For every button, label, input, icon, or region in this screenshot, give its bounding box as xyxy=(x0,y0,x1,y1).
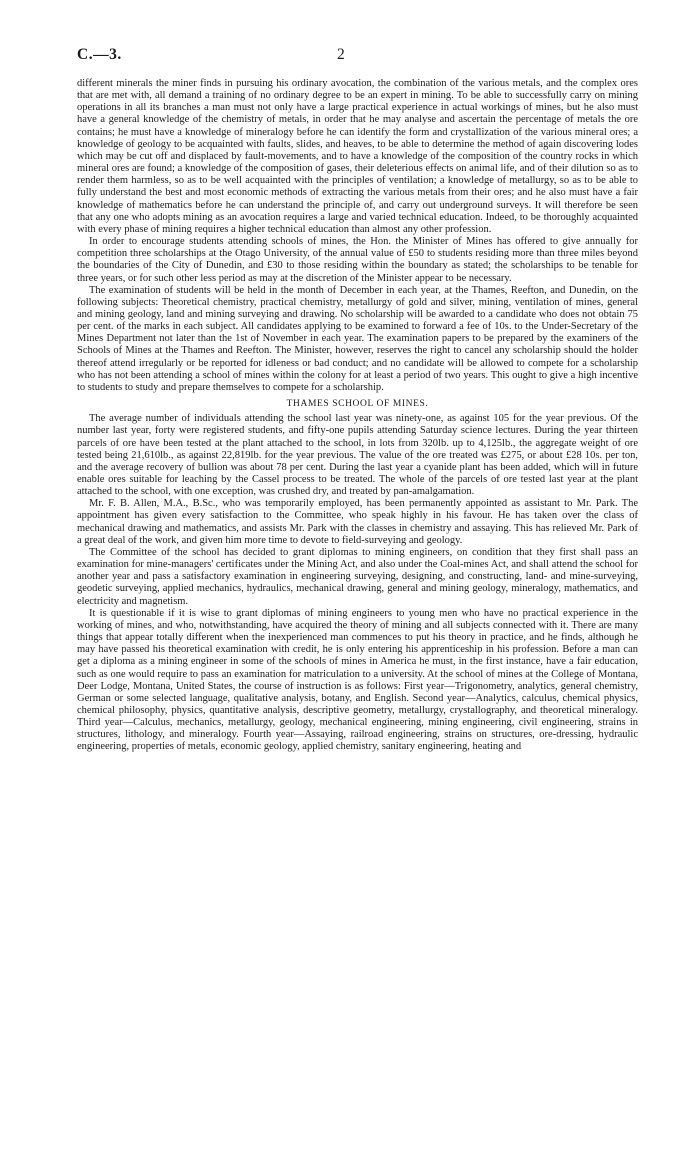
document-reference: C.—3. xyxy=(77,46,122,63)
paragraph: The Committee of the school has decided to grant diplomas to mining engineers, on condition that they first shall pass an examination for mine-managers' certificates under the Mining Act, and also under the Coal-mines Act, and shall attend the school for another year and pass a satisfactory examination in engineering surveying, designing, and constructing, land- and mine-surveying, geodetic surveying, applied mechanics, hydraulics, mechanical drawing, general and mining geology, mineralogy, mathematics, and electricity and magnetism. xyxy=(77,546,638,607)
paragraph: The average number of individuals attending the school last year was ninety-one, as against 105 for the year previous. Of the number last year, forty were registered students, and fifty-one pupils attending Saturday science lectures. During the year thirteen parcels of ore have been tested at the plant attached to the school, in lots from 320lb. up to 4,125lb., the aggregate weight of ore tested being 21,610lb., as against 22,819lb. for the year previous. The value of the ore treated was £275, or about £28 10s. per ton, and the average recovery of bullion was about 78 per cent. During the last year a cyanide plant has been added, which will in future enable ores suitable for leaching by the Cassel process to be treated. The whole of the parcels of ore tested last year at the plant attached to the school, with one exception, was crushed dry, and treated by pan-amalgamation. xyxy=(77,413,638,498)
section-heading: THAMES SCHOOL OF MINES. xyxy=(286,399,429,410)
paragraph: In order to encourage students attending schools of mines, the Hon. the Minister of Mines has offered to give annually for competition three scholarships at the Otago University, of the annual value of £50 to students residing more than three miles beyond the boundaries of the City of Dunedin, and £30 to those residing within the boundary as stated; the scholarships to be tenable for three years, or for such other less period as may at the discretion of the Minister appear to be necessary. xyxy=(77,236,638,284)
page-number: 2 xyxy=(337,46,345,63)
page-header xyxy=(77,0,638,78)
paragraph: different minerals the miner finds in pursuing his ordinary avocation, the combination of the various metals, and the complex ores that are met with, all demand a training of no ordinary degree to be an expert in mining. To be able to successfully carry on mining operations in all its branches a man must not only have a large practical experience in actual workings of mines, but he also must have a general knowledge of the chemistry of metals, in order that he may analyse and ascertain the percentage of metals the ore contains; he must have a knowledge of mineralogy before he can identify the form and crystallization of the various mineral ores; a knowledge of geology to be acquainted with faults, slides, and heaves, to be able to determine the method of again discovering lodes which may be cut off and displaced by fault-movements, and to have a knowledge of the composition of the country rocks in which mineral ores are found; a knowledge of the composition of gases, their deleterious effects on animal life, and of their dilution so as to render them harmless, so as to be well acquainted with the principles of ventilation; a knowledge of metallurgy, so as to be able to fully understand the best and most economic methods of extracting the various metals from their ores; and he also must have a fair knowledge of mathematics before he can understand the principle of, and carry out underground surveys. It will therefore be seen that any one who adopts mining as an avocation requires a large and varied technical education. Indeed, to be thoroughly acquainted with every phase of mining requires a higher technical education than almost any other profession. xyxy=(77,78,638,235)
paragraph: It is questionable if it is wise to grant diplomas of mining engineers to young men who have no practical experience in the working of mines, and who, notwithstanding, have acquired the theory of mining and all subjects connected with it. There are many things that appear totally different when the inexperienced man commences to put his theory in practice, and he finds, although he may have passed his theoretical examination with credit, he is only entering his apprenticeship in his profession. Before a man can get a diploma as a mining engineer in some of the schools of mines in America he must, in the first instance, have a fair education, such as one would require to pass an examination for matriculation to a university. At the school of mines at the College of Montana, Deer Lodge, Montana, United States, the course of instruction is as follows: First year—Trigonometry, analytics, general chemistry, German or some selected language, qualitative analysis, botany, and English. Second year—Analytics, calculus, chemical physics, chemical philosophy, physics, quantitative analysis, descriptive geometry, metallurgy, crystallography, and theoretical mineralogy. Third year—Calculus, mechanics, metallurgy, geology, mechanical engineering, mining engineering, civil engineering, strains in structures, lithology, and mineralogy. Fourth year—Assaying, railroad engineering, strains on structures, ore-dressing, hydraulic engineering, properties of metals, economic geology, applied chemistry, sanitary engineering, heating and xyxy=(77,607,638,753)
paragraph: Mr. F. B. Allen, M.A., B.Sc., who was temporarily employed, has been permanently appointed as assistant to Mr. Park. The appointment has given every satisfaction to the Committee, who speak highly in his favour. He has taken over the class of mechanical drawing and mathematics, and assists Mr. Park with the classes in chemistry and assaying. This has relieved Mr. Park of a great deal of the work, and given him more time to devote to field-surveying and geology. xyxy=(77,498,638,546)
paragraph: The examination of students will be held in the month of December in each year, at the Thames, Reefton, and Dunedin, on the following subjects: Theoretical chemistry, practical chemistry, metallurgy of gold and silver, mining, ventilation of mines, general and mining geology, land and mining surveying and drawing. No scholarship will be awarded to a candidate who does not obtain 75 per cent. of the marks in each subject. All candidates applying to be examined to forward a fee of 10s. to the Under-Secretary of the Mines Department not later than the 1st of November in each year. The examination papers to be prepared by the examiners of the Schools of Mines at the Thames and Reefton. The Minister, however, reserves the right to cancel any scholarship should the holder thereof attend irregularly or be reported for idleness or bad conduct; and no candidate will be allowed to compete for a scholarship who has not been attending a school of mines within the colony for at least a period of two years. This ought to give a high incentive to students to study and prepare themselves to compete for a scholarship. xyxy=(77,284,638,393)
body-text xyxy=(77,78,638,754)
